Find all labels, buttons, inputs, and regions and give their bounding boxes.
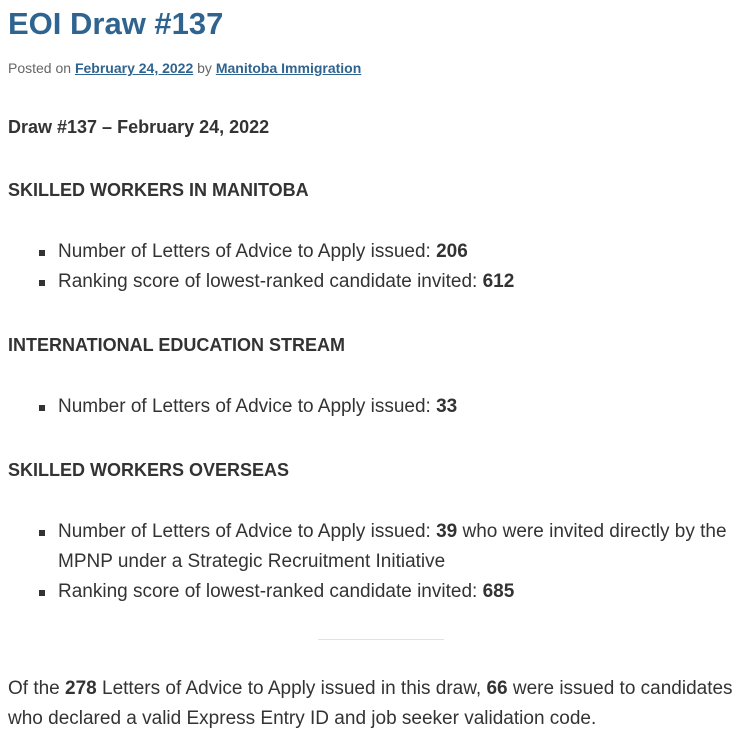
draw-heading: Draw #137 – February 24, 2022 (8, 117, 270, 137)
summary-express-entry-count: 66 (486, 678, 508, 699)
section-heading-skilled-workers-manitoba: SKILLED WORKERS IN MANITOBA (8, 180, 309, 200)
section-list-skilled-workers-manitoba (8, 237, 744, 297)
list-item (8, 577, 744, 607)
by-label: by (197, 60, 212, 76)
list-item (8, 517, 744, 577)
list-item (8, 237, 744, 267)
author-link[interactable]: Manitoba Immigration (215, 60, 362, 76)
summary-text: were issued to candidates who declared a valid Express Entry ID and job seeker validation code. (8, 678, 733, 729)
post-title: EOI Draw #137 (8, 6, 224, 41)
section-heading-international-education: INTERNATIONAL EDUCATION STREAM (8, 335, 345, 355)
item-suffix: who were invited directly by the MPNP under a Strategic Recruitment Initiative (58, 521, 727, 572)
summary-total: 278 (65, 678, 97, 699)
square-bullet-icon (39, 280, 45, 286)
section-heading-skilled-workers-overseas: SKILLED WORKERS OVERSEAS (8, 460, 290, 480)
list-item (8, 267, 744, 297)
item-value: 612 (482, 271, 515, 292)
list-item (8, 392, 744, 422)
item-label: Ranking score of lowest-ranked candidate invited: (58, 271, 483, 292)
divider (318, 639, 444, 640)
square-bullet-icon (39, 590, 45, 596)
post-date-link[interactable]: February 24, 2022 (74, 60, 194, 76)
item-value: 33 (436, 396, 458, 417)
item-label: Number of Letters of Advice to Apply issued: (58, 521, 437, 542)
item-value: 39 (436, 521, 458, 542)
section-list-skilled-workers-overseas (8, 517, 744, 607)
posted-on-label: Posted on (8, 60, 72, 76)
square-bullet-icon (39, 530, 45, 536)
item-label: Number of Letters of Advice to Apply issued: (58, 396, 437, 417)
summary-paragraph (8, 674, 744, 734)
section-list-international-education (8, 392, 744, 422)
item-label: Number of Letters of Advice to Apply issued: (58, 241, 437, 262)
summary-text: Letters of Advice to Apply issued in this draw, (96, 678, 487, 699)
post-meta (8, 59, 361, 77)
square-bullet-icon (39, 405, 45, 411)
item-value: 206 (436, 241, 468, 262)
square-bullet-icon (39, 250, 45, 256)
summary-text: Of the (8, 678, 66, 699)
item-value: 685 (482, 581, 515, 602)
item-label: Ranking score of lowest-ranked candidate invited: (58, 581, 483, 602)
